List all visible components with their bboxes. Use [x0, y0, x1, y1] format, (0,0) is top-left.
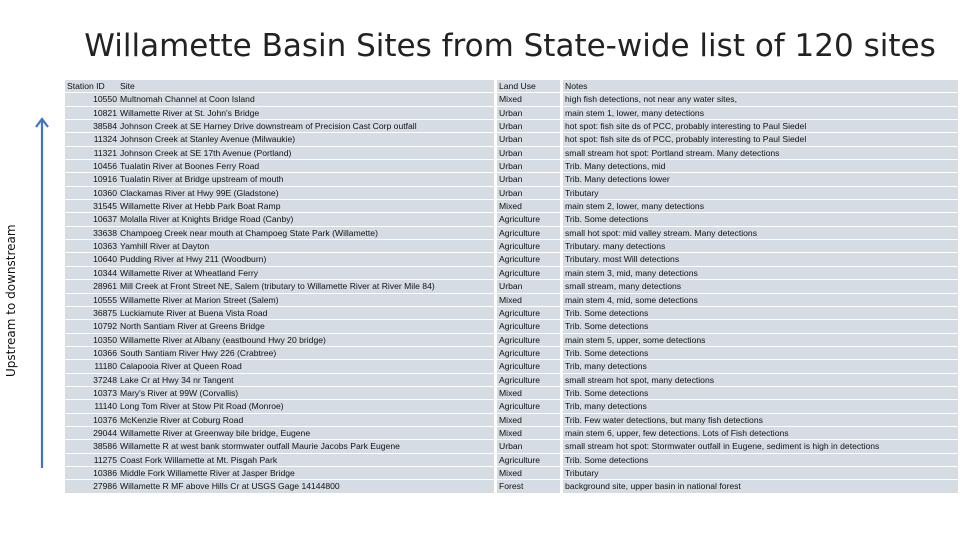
- notes-cell: small stream hot spot: Portland stream. Many detections: [563, 146, 958, 159]
- station-id-cell: 10916: [65, 173, 120, 186]
- notes-cell: Trib. Some detections: [563, 306, 958, 319]
- land-use-cell: Mixed: [497, 200, 560, 213]
- site-cell: Johnson Creek at Stanley Avenue (Milwaukie): [120, 133, 494, 146]
- station-id-cell: 11275: [65, 453, 120, 466]
- notes-cell: hot spot: fish site ds of PCC, probably interesting to Paul Siedel: [563, 133, 958, 146]
- land-use-cell: Mixed: [497, 293, 560, 306]
- land-use-cell: Agriculture: [497, 213, 560, 226]
- land-use-cell: Agriculture: [497, 266, 560, 279]
- table-row: [65, 160, 958, 173]
- station-id-cell: 11324: [65, 133, 120, 146]
- notes-cell: Trib. Some detections: [563, 453, 958, 466]
- notes-cell: high fish detections, not near any water sites,: [563, 93, 958, 106]
- notes-cell: Trib, many detections: [563, 360, 958, 373]
- station-id-cell: 10821: [65, 106, 120, 119]
- land-use-cell: Urban: [497, 186, 560, 199]
- table-row: [65, 373, 958, 386]
- station-id-cell: 10456: [65, 160, 120, 173]
- station-id-cell: 28961: [65, 280, 120, 293]
- land-use-cell: Urban: [497, 160, 560, 173]
- land-use-cell: Mixed: [497, 93, 560, 106]
- notes-cell: Trib. Few water detections, but many fish detections: [563, 413, 958, 426]
- site-cell: Johnson Creek at SE Harney Drive downstream of Precision Cast Corp outfall: [120, 120, 494, 133]
- land-use-cell: Urban: [497, 106, 560, 119]
- site-cell: Mill Creek at Front Street NE, Salem (tributary to Willamette River at River Mile 84): [120, 280, 494, 293]
- table-row: [65, 120, 958, 133]
- station-id-cell: 10386: [65, 466, 120, 479]
- site-cell: Molalla River at Knights Bridge Road (Canby): [120, 213, 494, 226]
- table-row: [65, 413, 958, 426]
- table-row: [65, 106, 958, 119]
- station-id-cell: 29044: [65, 426, 120, 439]
- station-id-cell: 36875: [65, 306, 120, 319]
- station-id-cell: 33638: [65, 226, 120, 239]
- station-id-cell: 10350: [65, 333, 120, 346]
- header-station-id: Station ID: [65, 80, 120, 93]
- site-cell: Willamette R at west bank stormwater outfall Maurie Jacobs Park Eugene: [120, 440, 494, 453]
- station-id-cell: 38584: [65, 120, 120, 133]
- station-id-cell: 10373: [65, 386, 120, 399]
- station-id-cell: 10555: [65, 293, 120, 306]
- land-use-cell: Agriculture: [497, 333, 560, 346]
- site-cell: Willamette River at Hebb Park Boat Ramp: [120, 200, 494, 213]
- station-id-cell: 10363: [65, 240, 120, 253]
- notes-cell: Tributary. many detections: [563, 240, 958, 253]
- table-row: [65, 253, 958, 266]
- land-use-cell: Agriculture: [497, 360, 560, 373]
- site-cell: Lake Cr at Hwy 34 nr Tangent: [120, 373, 494, 386]
- site-cell: Willamette River at Greenway bile bridge, Eugene: [120, 426, 494, 439]
- header-land-use: Land Use: [497, 80, 560, 93]
- station-id-cell: 10360: [65, 186, 120, 199]
- site-cell: Willamette River at Albany (eastbound Hwy 20 bridge): [120, 333, 494, 346]
- site-cell: Clackamas River at Hwy 99E (Gladstone): [120, 186, 494, 199]
- header-site: Site: [120, 80, 494, 93]
- notes-cell: small stream hot spot: Stormwater outfall in Eugene, sediment is high in detections: [563, 440, 958, 453]
- site-cell: Pudding River at Hwy 211 (Woodburn): [120, 253, 494, 266]
- land-use-cell: Urban: [497, 173, 560, 186]
- station-id-cell: 10344: [65, 266, 120, 279]
- table-row: [65, 266, 958, 279]
- land-use-cell: Mixed: [497, 426, 560, 439]
- notes-cell: main stem 2, lower, many detections: [563, 200, 958, 213]
- station-id-cell: 10792: [65, 320, 120, 333]
- sites-table: [65, 80, 958, 494]
- notes-cell: main stem 5, upper, some detections: [563, 333, 958, 346]
- land-use-cell: Agriculture: [497, 320, 560, 333]
- station-id-cell: 10637: [65, 213, 120, 226]
- table-row: [65, 440, 958, 453]
- table-row: [65, 133, 958, 146]
- land-use-cell: Mixed: [497, 413, 560, 426]
- land-use-cell: Agriculture: [497, 306, 560, 319]
- notes-cell: Tributary: [563, 466, 958, 479]
- table-row: [65, 200, 958, 213]
- table-row: [65, 293, 958, 306]
- station-id-cell: 27986: [65, 480, 120, 493]
- table-row: [65, 466, 958, 479]
- station-id-cell: 11180: [65, 360, 120, 373]
- table-row: [65, 280, 958, 293]
- station-id-cell: 11140: [65, 400, 120, 413]
- land-use-cell: Agriculture: [497, 373, 560, 386]
- notes-cell: Trib, many detections: [563, 400, 958, 413]
- table-row: [65, 480, 958, 493]
- table-row: [65, 186, 958, 199]
- notes-cell: Tributary. most Will detections: [563, 253, 958, 266]
- notes-cell: main stem 6, upper, few detections. Lots of Fish detections: [563, 426, 958, 439]
- land-use-cell: Forest: [497, 480, 560, 493]
- station-id-cell: 37248: [65, 373, 120, 386]
- notes-cell: Trib. Some detections: [563, 320, 958, 333]
- land-use-cell: Agriculture: [497, 240, 560, 253]
- table-header-row: [65, 80, 958, 93]
- notes-cell: hot spot: fish site ds of PCC, probably interesting to Paul Siedel: [563, 120, 958, 133]
- site-cell: Champoeg Creek near mouth at Champoeg State Park (Willamette): [120, 226, 494, 239]
- site-cell: Willamette River at Marion Street (Salem): [120, 293, 494, 306]
- station-id-cell: 10366: [65, 346, 120, 359]
- site-cell: Middle Fork Willamette River at Jasper Bridge: [120, 466, 494, 479]
- site-cell: Tualatin River at Bridge upstream of mouth: [120, 173, 494, 186]
- site-cell: Yamhill River at Dayton: [120, 240, 494, 253]
- station-id-cell: 11321: [65, 146, 120, 159]
- land-use-cell: Agriculture: [497, 453, 560, 466]
- notes-cell: Tributary: [563, 186, 958, 199]
- land-use-cell: Agriculture: [497, 346, 560, 359]
- notes-cell: background site, upper basin in national forest: [563, 480, 958, 493]
- land-use-cell: Urban: [497, 440, 560, 453]
- site-cell: Coast Fork Willamette at Mt. Pisgah Park: [120, 453, 494, 466]
- site-cell: Calapooia River at Queen Road: [120, 360, 494, 373]
- table-row: [65, 240, 958, 253]
- notes-cell: small stream, many detections: [563, 280, 958, 293]
- site-cell: Willamette R MF above Hills Cr at USGS Gage 14144800: [120, 480, 494, 493]
- station-id-cell: 10376: [65, 413, 120, 426]
- notes-cell: small hot spot: mid valley stream. Many detections: [563, 226, 958, 239]
- table-row: [65, 213, 958, 226]
- site-cell: Johnson Creek at SE 17th Avenue (Portland): [120, 146, 494, 159]
- land-use-cell: Urban: [497, 146, 560, 159]
- site-cell: Luckiamute River at Buena Vista Road: [120, 306, 494, 319]
- site-cell: Long Tom River at Stow Pit Road (Monroe): [120, 400, 494, 413]
- land-use-cell: Urban: [497, 280, 560, 293]
- notes-cell: Trib. Many detections lower: [563, 173, 958, 186]
- notes-cell: main stem 1, lower, many detections: [563, 106, 958, 119]
- land-use-cell: Mixed: [497, 466, 560, 479]
- notes-cell: main stem 4, mid, some detections: [563, 293, 958, 306]
- table-row: [65, 360, 958, 373]
- land-use-cell: Agriculture: [497, 253, 560, 266]
- site-cell: McKenzie River at Coburg Road: [120, 413, 494, 426]
- land-use-cell: Urban: [497, 133, 560, 146]
- station-id-cell: 38586: [65, 440, 120, 453]
- site-cell: Multnomah Channel at Coon Island: [120, 93, 494, 106]
- table-row: [65, 146, 958, 159]
- table-row: [65, 93, 958, 106]
- notes-cell: Trib. Some detections: [563, 346, 958, 359]
- table-row: [65, 453, 958, 466]
- site-cell: North Santiam River at Greens Bridge: [120, 320, 494, 333]
- notes-cell: main stem 3, mid, many detections: [563, 266, 958, 279]
- land-use-cell: Agriculture: [497, 226, 560, 239]
- table-row: [65, 400, 958, 413]
- table-row: [65, 333, 958, 346]
- side-axis-label: Upstream to downstream: [4, 224, 18, 377]
- sites-table-body: [65, 80, 958, 493]
- site-cell: Willamette River at St. John's Bridge: [120, 106, 494, 119]
- station-id-cell: 31545: [65, 200, 120, 213]
- table-row: [65, 320, 958, 333]
- table-row: [65, 426, 958, 439]
- header-notes: Notes: [563, 80, 958, 93]
- table-row: [65, 226, 958, 239]
- table-row: [65, 386, 958, 399]
- table-row: [65, 346, 958, 359]
- table-row: [65, 306, 958, 319]
- site-cell: Tualatin River at Boones Ferry Road: [120, 160, 494, 173]
- table-row: [65, 173, 958, 186]
- land-use-cell: Urban: [497, 120, 560, 133]
- notes-cell: Trib. Some detections: [563, 213, 958, 226]
- site-cell: Mary's River at 99W (Corvallis): [120, 386, 494, 399]
- station-id-cell: 10640: [65, 253, 120, 266]
- site-cell: South Santiam River Hwy 226 (Crabtree): [120, 346, 494, 359]
- land-use-cell: Mixed: [497, 386, 560, 399]
- page-title: Willamette Basin Sites from State-wide list of 120 sites: [84, 28, 936, 64]
- site-cell: Willamette River at Wheatland Ferry: [120, 266, 494, 279]
- land-use-cell: Agriculture: [497, 400, 560, 413]
- notes-cell: Trib. Some detections: [563, 386, 958, 399]
- notes-cell: small stream hot spot, many detections: [563, 373, 958, 386]
- station-id-cell: 10550: [65, 93, 120, 106]
- notes-cell: Trib. Many detections, mid: [563, 160, 958, 173]
